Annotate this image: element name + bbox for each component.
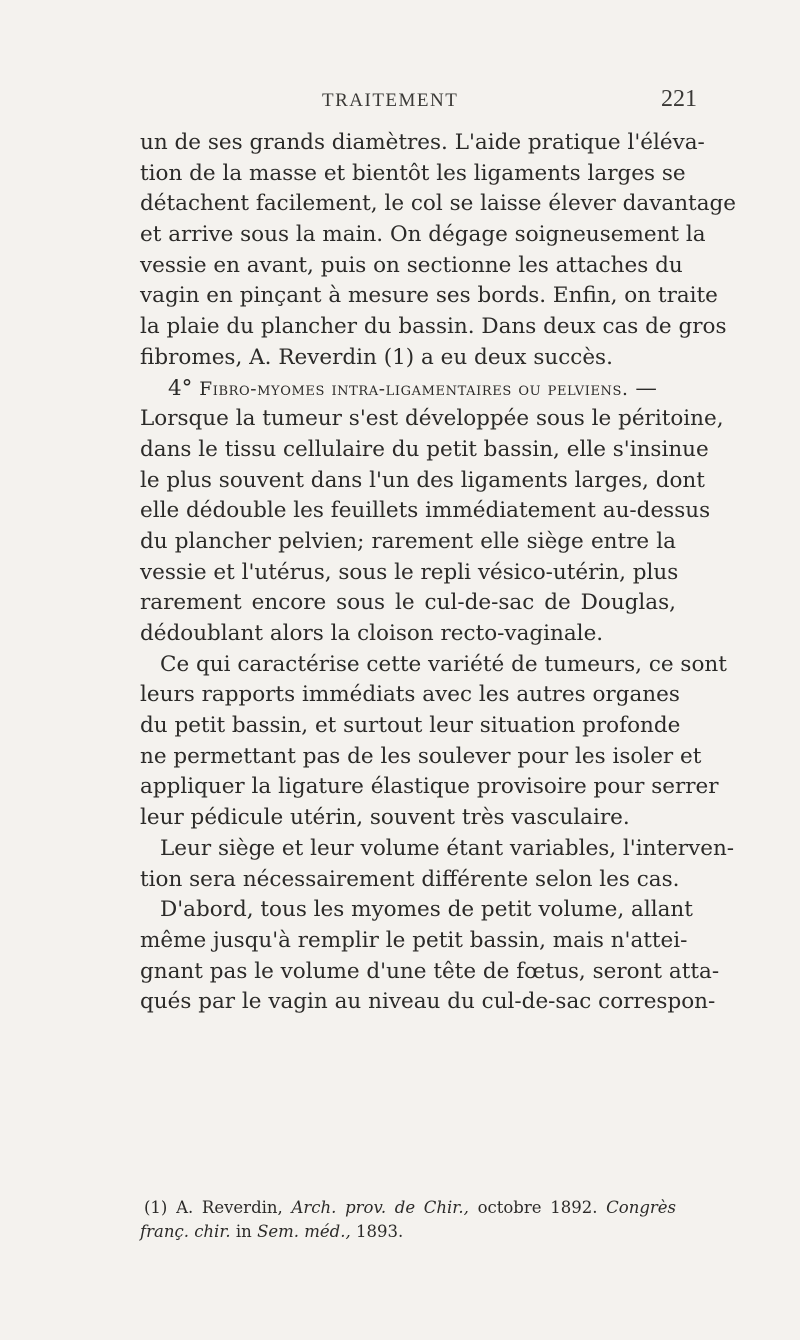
footnote-author: A. Reverdin, xyxy=(176,1198,283,1217)
text-line: gnant pas le volume d'une tête de fœtus, seront atta- xyxy=(140,958,720,984)
footnote-in: in xyxy=(235,1222,252,1241)
text-line: D'abord, tous les myomes de petit volume, allant xyxy=(160,897,693,923)
text-line: leurs rapports immédiats avec les autres organes xyxy=(140,682,680,708)
section-dash: — xyxy=(635,375,657,401)
section-title: Fibro-myomes intra-ligamentaires ou pelviens. xyxy=(199,378,629,400)
footnote-line xyxy=(140,1220,676,1244)
footnote-line xyxy=(140,1196,676,1220)
footnote-year: 1893. xyxy=(355,1222,404,1241)
footnote-society: franç. chir. xyxy=(140,1222,231,1241)
text-line: dans le tissu cellulaire du petit bassin, elle s'insinue xyxy=(140,436,709,462)
text-line: dédoublant alors la cloison recto-vaginale. xyxy=(140,621,604,646)
text-line: du plancher pelvien; rarement elle siège entre la xyxy=(140,528,676,554)
text-line: la plaie du plancher du bassin. Dans deux cas de gros xyxy=(140,314,727,340)
text-line: vessie en avant, puis on sectionne les attaches du xyxy=(140,252,683,278)
text-line: du petit bassin, et surtout leur situation profonde xyxy=(140,713,681,739)
text-line: même jusqu'à remplir le petit bassin, mais n'attei- xyxy=(140,927,688,953)
footnote-journal: Arch. prov. de Chir., xyxy=(291,1198,469,1217)
footnote-date: octobre 1892. xyxy=(477,1198,598,1217)
text-line: Lorsque la tumeur s'est développée sous le péritoine, xyxy=(140,406,724,432)
text-line: fibromes, A. Reverdin (1) a eu deux succès. xyxy=(140,344,613,370)
page-number: 221 xyxy=(661,86,697,112)
text-line: détachent facilement, le col se laisse élever davantage xyxy=(140,191,736,217)
text-line: leur pédicule utérin, souvent très vasculaire. xyxy=(140,805,630,831)
text-line: ne permettant pas de les soulever pour les isoler et xyxy=(140,743,702,769)
section-number: 4° xyxy=(168,375,193,401)
text-line: Ce qui caractérise cette variété de tumeurs, ce sont xyxy=(160,651,727,677)
text-line: un de ses grands diamètres. L'aide pratique l'éléva- xyxy=(140,130,705,155)
text-line: vessie et l'utérus, sous le repli vésico-utérin, plus xyxy=(140,559,679,585)
text-line: tion de la masse et bientôt les ligaments larges se xyxy=(140,160,686,186)
footnote-marker: (1) xyxy=(144,1198,168,1217)
text-line: et arrive sous la main. On dégage soigneusement la xyxy=(140,222,706,248)
text-line: qués par le vagin au niveau du cul-de-sac correspon- xyxy=(140,989,716,1015)
text-line: Leur siège et leur volume étant variables, l'interven- xyxy=(160,835,735,861)
text-line: vagin en pinçant à mesure ses bords. Enfin, on traite xyxy=(140,283,718,309)
text-line: le plus souvent dans l'un des ligaments larges, dont xyxy=(140,467,705,493)
footnote-congress: Congrès xyxy=(606,1198,677,1217)
footnote-semaine: Sem. méd., xyxy=(257,1222,351,1241)
running-head xyxy=(0,86,800,120)
body-text xyxy=(140,128,736,1018)
footnotes xyxy=(140,1196,676,1244)
running-title: TRAITEMENT xyxy=(322,90,459,111)
section-heading xyxy=(140,374,676,405)
text-line: elle dédouble les feuillets immédiatement au-dessus xyxy=(140,498,711,524)
text-line: appliquer la ligature élastique provisoire pour serrer xyxy=(140,774,719,800)
text-line: tion sera nécessairement différente selon les cas. xyxy=(140,866,680,892)
text-line: rarement encore sous le cul-de-sac de Douglas, xyxy=(140,590,676,616)
